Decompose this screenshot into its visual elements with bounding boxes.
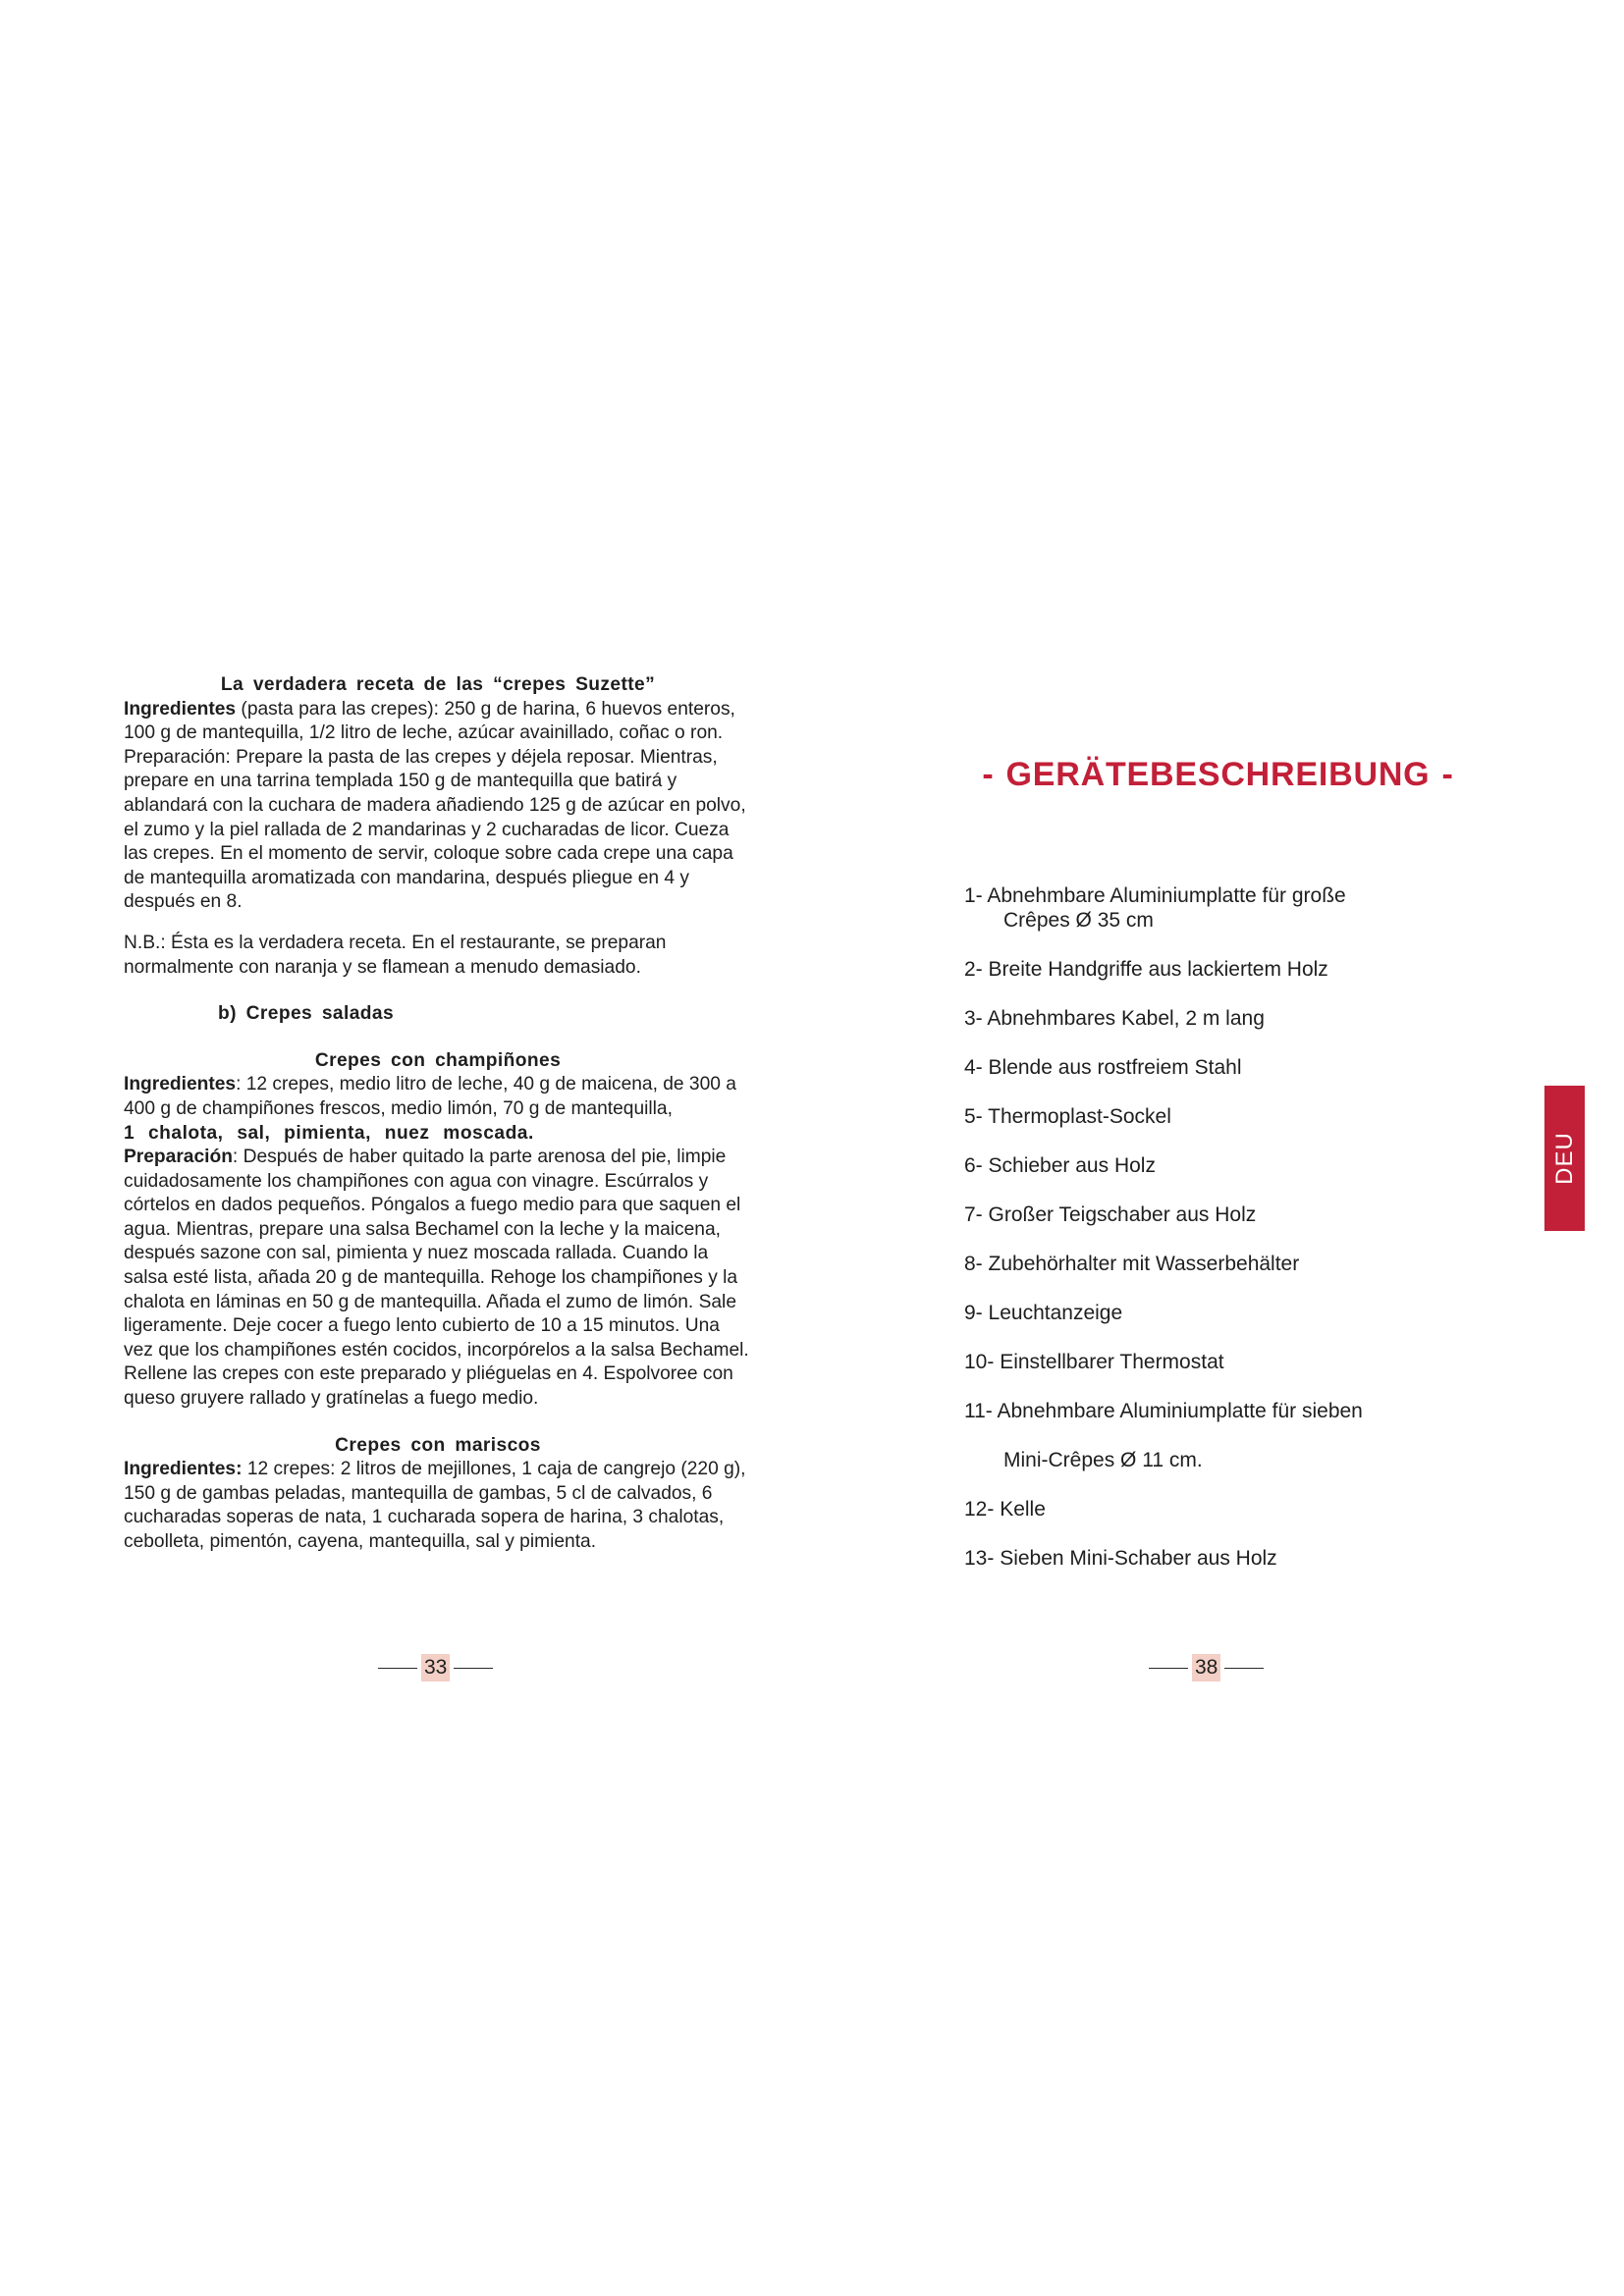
list-item: [964, 1153, 1553, 1202]
ingredients-label: Ingredientes: [124, 698, 237, 720]
page-number-value: 33: [421, 1654, 450, 1682]
language-tab-label: DEU: [1550, 1132, 1578, 1185]
item-text: Kelle: [1000, 1498, 1046, 1521]
preparation-label: Preparación: [124, 1147, 233, 1168]
title-dash: -: [982, 756, 995, 793]
right-page: [812, 0, 1624, 2296]
recipe-title-crepes-mariscos: Crepes con mariscos: [335, 1434, 541, 1456]
section-title-geraetebeschreibung: [812, 756, 1624, 794]
item-text: Breite Handgriffe aus lackiertem Holz: [988, 958, 1328, 981]
ingredients-label: Ingredientes: [124, 1074, 237, 1095]
item-number: 3-: [964, 1007, 983, 1030]
item-number: 8-: [964, 1253, 983, 1275]
ingredients-crepes-champinones: [124, 1073, 752, 1121]
list-item: [964, 1350, 1553, 1399]
item-number: 2-: [964, 958, 983, 981]
list-item: [964, 1202, 1553, 1252]
ingredients-crepes-mariscos: [124, 1458, 752, 1554]
page-number-rule: [1149, 1668, 1188, 1669]
item-text: Zubehörhalter mit Wasserbehälter: [988, 1253, 1300, 1275]
recipe-title-crepes-suzette: La verdadera receta de las “crepes Suzette”: [220, 674, 656, 695]
item-number: 10-: [964, 1351, 995, 1373]
preparation-crepes-suzette: Preparación: Prepare la pasta de las crepes y déjela reposar. Mientras, prepare en una tarrina templada 150 g de mantequilla que batirá y ablandará con la cuchara de madera añadiendo 125 g de azúcar en polvo, el zumo y la piel rallada de 2 mandarinas y 2 cucharadas de licor. Cueza las crepes. En el momento de servir, coloque sobre cada crepe una capa de mantequilla aromatizada con mandarina, después pliegue en 4 y después en 8.: [124, 746, 746, 913]
page-number-right: [1149, 1653, 1264, 1682]
item-number: 1-: [964, 884, 983, 907]
item-continuation: Mini-Crêpes Ø 11 cm.: [1003, 1449, 1203, 1471]
recipe-column: [124, 673, 752, 1555]
title-text: GERÄTEBESCHREIBUNG: [1005, 756, 1431, 793]
item-text: Schieber aus Holz: [988, 1154, 1156, 1177]
ingredients-text: 12 crepes: 2 litros de mejillones, 1 caja de cangrejo (220 g), 150 g de gambas peladas, mantequilla de gambas, 5 cl de calvados, 6 cucharadas soperas de nata, 1 cucharada sopera de harina, 3 chalotas, cebolleta, pimentón, cayena, mantequilla, sal y pimienta.: [124, 1459, 746, 1552]
ingredients-text: : 12 crepes, medio litro de leche, 40 g de maicena, de 300 a 400 g de champiñones frescos, medio limón, 70 g de mantequilla,: [124, 1074, 736, 1119]
item-text: Abnehmbare Aluminiumplatte für große: [987, 884, 1346, 907]
recipe-title-crepes-champinones: Crepes con champiñones: [314, 1049, 562, 1071]
page-number-value: 38: [1192, 1654, 1220, 1682]
item-text: Sieben Mini-Schaber aus Holz: [1000, 1547, 1277, 1570]
spacer: [124, 1027, 752, 1049]
spacer: [124, 980, 752, 1002]
section-heading-crepes-saladas: b) Crepes saladas: [218, 1003, 395, 1025]
item-number: 6-: [964, 1154, 983, 1177]
page-number-rule: [454, 1668, 493, 1669]
item-text: Blende aus rostfreiem Stahl: [988, 1056, 1242, 1079]
page-number-rule: [378, 1668, 417, 1669]
spacer: [124, 1412, 752, 1434]
item-text: Thermoplast-Sockel: [988, 1105, 1171, 1128]
list-item: [964, 883, 1553, 957]
item-text: Großer Teigschaber aus Holz: [988, 1203, 1257, 1226]
item-number: 13-: [964, 1547, 995, 1570]
ingredients-bold-line: 1 chalota, sal, pimienta, nuez moscada.: [124, 1122, 534, 1144]
item-number: 9-: [964, 1302, 983, 1324]
item-text: Abnehmbare Aluminiumplatte für sieben: [997, 1400, 1363, 1422]
list-item: [964, 1252, 1553, 1301]
list-item: [964, 1006, 1553, 1055]
ingredients-crepes-suzette: [124, 698, 752, 746]
note-crepes-suzette: N.B.: Ésta es la verdadera receta. En el restaurante, se preparan normalmente con naranja y se flamean a menudo demasiado.: [124, 932, 667, 978]
list-item: [964, 1104, 1553, 1153]
page-number-rule: [1224, 1668, 1264, 1669]
list-item-continuation: [964, 1448, 1553, 1497]
ingredients-text: (pasta para las crepes): 250 g de harina, 6 huevos enteros, 100 g de mantequilla, 1/2 litro de leche, azúcar avainillado, coñac o ron.: [124, 698, 735, 744]
item-number: 11-: [964, 1400, 993, 1422]
ingredients-label: Ingredientes:: [124, 1459, 243, 1480]
list-item: [964, 1497, 1553, 1546]
preparation-crepes-champinones: [124, 1146, 752, 1412]
item-continuation: Crêpes Ø 35 cm: [1003, 909, 1154, 932]
list-item: [964, 1546, 1553, 1595]
item-text: Leuchtanzeige: [988, 1302, 1123, 1324]
list-item: [964, 1399, 1553, 1448]
preparation-text: : Después de haber quitado la parte arenosa del pie, limpie cuidadosamente los champiñones con agua con vinagre. Escúrralos y córtelos en dados pequeños. Póngalos a fuego medio para que saquen el agua. Mientras, prepare una salsa Bechamel con la leche y la maicena, después sazone con sal, pimienta y nuez moscada rallada. Cuando la salsa esté lista, añada 20 g de mantequilla. Rehoge los champiñones y la chalota en láminas en 50 g de mantequilla. Añada el zumo de limón. Sale ligeramente. Deje cocer a fuego lento cubierto de 10 a 15 minutos. Una vez que los champiñones estén cocidos, incorpórelos a la salsa Bechamel. Rellene las crepes con este preparado y pliéguelas en 4. Espolvoree con queso gruyere rallado y gratínelas a fuego medio.: [124, 1147, 749, 1410]
item-text: Abnehmbares Kabel, 2 m lang: [987, 1007, 1265, 1030]
language-tab: [1544, 1086, 1585, 1231]
parts-list: [964, 883, 1553, 1595]
list-item: [964, 1301, 1553, 1350]
item-number: 5-: [964, 1105, 983, 1128]
spacer: [124, 915, 752, 932]
item-number: 7-: [964, 1203, 983, 1226]
item-text: Einstellbarer Thermostat: [1000, 1351, 1224, 1373]
list-item: [964, 957, 1553, 1006]
item-number: 12-: [964, 1498, 995, 1521]
page-number-left: [378, 1653, 493, 1682]
list-item: [964, 1055, 1553, 1104]
item-number: 4-: [964, 1056, 983, 1079]
title-dash: -: [1441, 756, 1454, 793]
